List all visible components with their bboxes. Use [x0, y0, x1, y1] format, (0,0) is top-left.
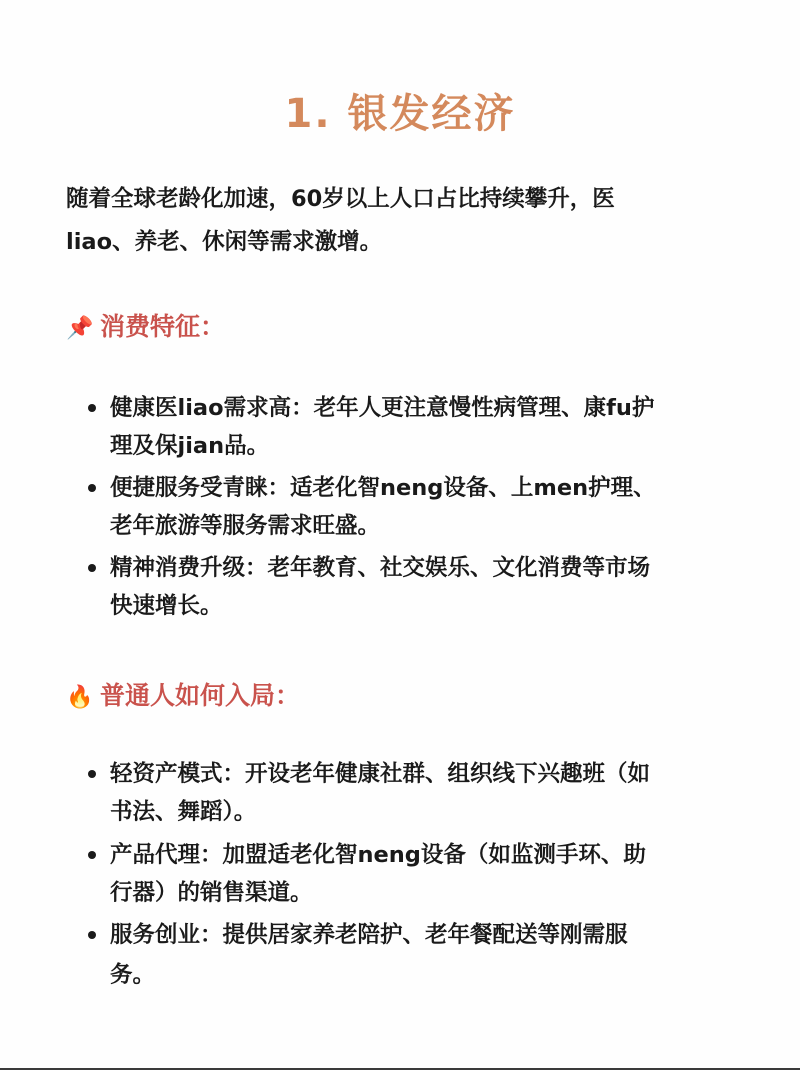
heading-text: 消费特征：	[100, 312, 226, 341]
list-item-line: 服务创业：提供居家养老陪护、老年餐配送等刚需服	[110, 922, 628, 948]
list-item-line: 快速增长。	[110, 593, 223, 619]
list-item-line: 理及保jian品。	[110, 433, 270, 459]
list-item-line: 行器）的销售渠道。	[110, 880, 313, 906]
list-item-line: 产品代理：加盟适老化智neng设备（如监测手环、助	[110, 842, 646, 868]
intro-line: 随着全球老龄化加速，60岁以上人口占比持续攀升，医	[66, 186, 615, 212]
list-item-line: 轻资产模式：开设老年健康社群、组织线下兴趣班（如	[110, 761, 651, 787]
intro-line: liao、养老、休闲等需求激增。	[66, 229, 383, 255]
bullet-icon	[88, 484, 96, 492]
bullet-icon	[88, 404, 96, 412]
section-heading-consumption	[66, 307, 225, 343]
page-title: 1. 银发经济	[284, 91, 516, 137]
list-item-line: 务。	[110, 962, 156, 988]
heading-text: 普通人如何入局：	[100, 681, 301, 710]
pushpin-icon: 📌	[66, 316, 94, 341]
bullet-icon	[88, 851, 96, 859]
list-item-line: 健康医liao需求高：老年人更注意慢性病管理、康fu护	[110, 395, 655, 421]
fire-icon: 🔥	[66, 685, 94, 710]
list-item-line: 精神消费升级：老年教育、社交娱乐、文化消费等市场	[110, 555, 651, 581]
section-heading-entry	[66, 676, 300, 712]
list-item-line: 便捷服务受青睐：适老化智neng设备、上men护理、	[110, 475, 656, 501]
bullet-icon	[88, 564, 96, 572]
bullet-icon	[88, 931, 96, 939]
bullet-icon	[88, 770, 96, 778]
list-item-line: 书法、舞蹈）。	[110, 799, 257, 825]
list-item-line: 老年旅游等服务需求旺盛。	[110, 513, 381, 539]
